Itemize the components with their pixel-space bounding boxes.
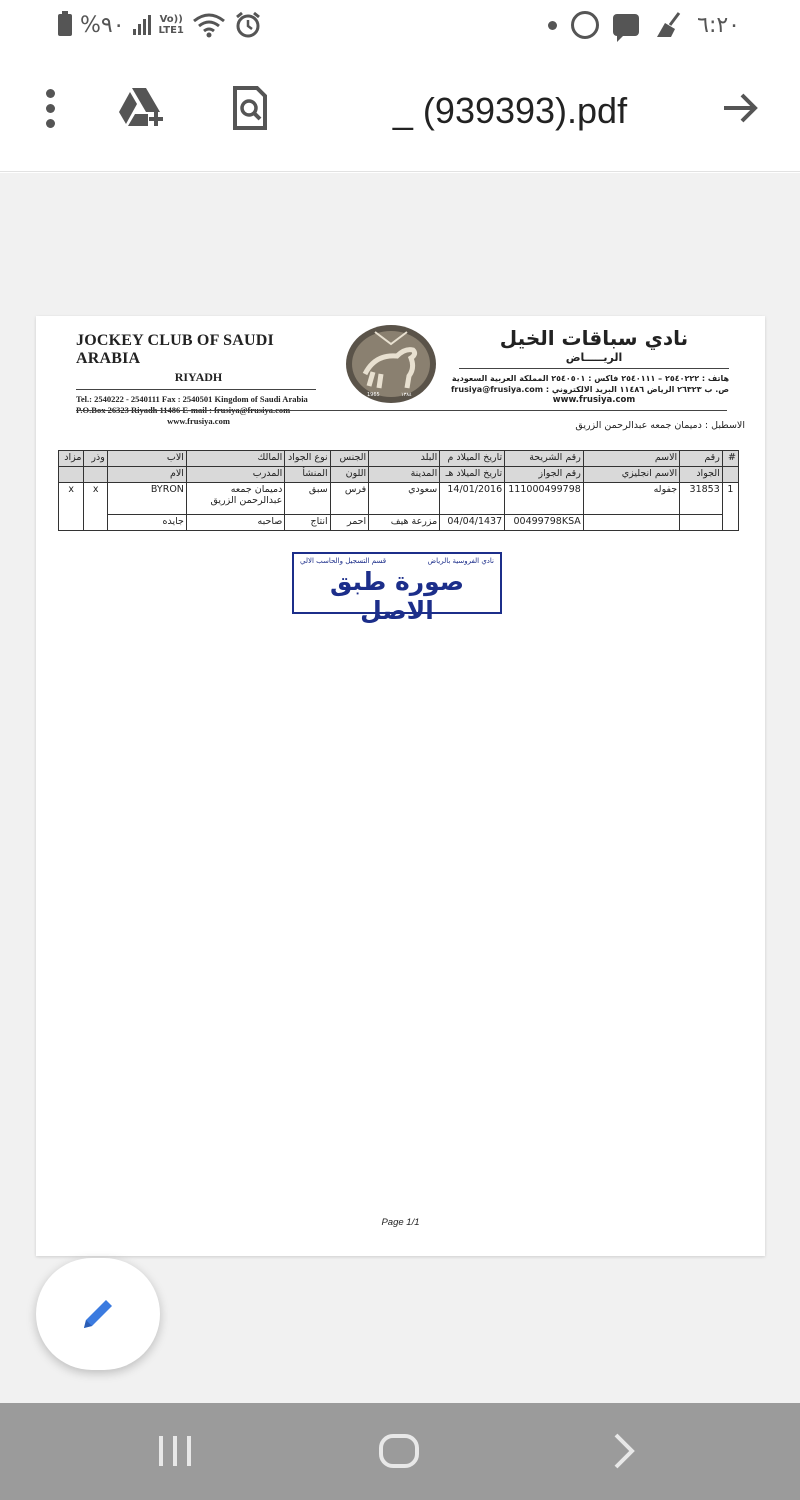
header-cell [722, 467, 738, 483]
club-emblem-icon [345, 324, 437, 404]
lte-icon [159, 14, 184, 36]
header-cell: الجنس [330, 451, 369, 467]
letterhead-divider [76, 410, 727, 411]
status-bar [0, 0, 800, 52]
system-nav-bar [0, 1403, 800, 1500]
pdf-page [36, 316, 765, 1256]
letterhead-english [76, 332, 321, 426]
header-cell: اللون [330, 467, 369, 483]
letterhead-ar-city: الريـــــاض [565, 351, 623, 364]
back-icon[interactable] [604, 1431, 644, 1471]
home-icon[interactable] [376, 1431, 422, 1471]
letterhead-ar-rule [459, 368, 729, 369]
stamp-top-left: قسم التسجيل والحاسب الالي [300, 557, 387, 565]
table-cell [583, 515, 679, 531]
table-cell: 31853 [680, 483, 723, 515]
header-cell: رقم الجواز [505, 467, 584, 483]
table-cell: جايده [107, 515, 186, 531]
stamp-header [294, 554, 500, 565]
header-cell: المدرب [186, 467, 284, 483]
header-cell: رقم الشريحة [505, 451, 584, 467]
message-icon [613, 14, 639, 36]
table-cell: 04/04/1437 [440, 515, 505, 531]
table-row [59, 483, 739, 515]
table-cell: x [59, 483, 84, 531]
letterhead-ar-contact-2: ص. ب ٢٦٣٢٣ الرياض ١١٤٨٦ البريد الالكتروني : frusiya@frusiya.com [450, 385, 729, 394]
header-cell: وذر [84, 451, 107, 467]
letterhead-ar-web: www.frusiya.com [552, 395, 636, 405]
lte-label-top: Vo)) [159, 14, 183, 25]
table-cell: BYRON [107, 483, 186, 515]
header-cell: الاسم انجليزي [583, 467, 679, 483]
owner-line-1: دميمان جمعه [230, 484, 283, 495]
header-cell: المالك [186, 451, 284, 467]
table-cell: انتاج [285, 515, 330, 531]
letterhead-en-city: RIYADH [174, 370, 223, 384]
lte-label-bottom: LTE1 [158, 25, 184, 36]
table-header-row [59, 451, 739, 467]
add-to-drive-icon[interactable] [112, 80, 172, 136]
whatsapp-icon [571, 11, 599, 39]
table-cell: 00499798KSA [505, 515, 584, 531]
table-cell: فرس [330, 483, 369, 515]
broom-icon [653, 11, 683, 39]
letterhead-en-title: JOCKEY CLUB OF SAUDI ARABIA [76, 332, 274, 367]
header-cell: نوع الجواد [285, 451, 330, 467]
header-cell [84, 467, 107, 483]
header-cell: تاريخ الميلاد هـ [440, 467, 505, 483]
table-cell: جفوله [583, 483, 679, 515]
letterhead-arabic [450, 326, 729, 405]
horse-table [58, 450, 739, 531]
table-cell: x [84, 483, 107, 531]
pencil-icon [76, 1292, 120, 1336]
table-cell [186, 483, 284, 515]
battery-text: %٩٠ [80, 12, 125, 38]
edit-button[interactable] [36, 1258, 160, 1370]
page-number: Page 1/1 [381, 1217, 420, 1228]
header-cell: # [722, 451, 738, 467]
signal-icon [133, 15, 151, 35]
letterhead-en-web: www.frusiya.com [167, 416, 230, 426]
certified-copy-stamp [292, 552, 502, 625]
owner-line-2: عبدالرحمن الزريق [210, 495, 283, 506]
header-cell: تاريخ الميلاد م [440, 451, 505, 467]
header-cell: الجواد [680, 467, 723, 483]
table-cell: 1 [722, 483, 738, 531]
app-toolbar [0, 52, 800, 172]
table-cell: 111000499798 [505, 483, 584, 515]
letterhead-en-rule [76, 389, 316, 390]
header-cell: المنشأ [285, 467, 330, 483]
letterhead-en-contact-1: Tel.: 2540222 - 2540111 Fax : 2540501 Kingdom of Saudi Arabia [76, 394, 308, 404]
table-cell: سعودي [369, 483, 440, 515]
table-cell: 14/01/2016 [440, 483, 505, 515]
status-right [548, 10, 740, 40]
stamp-main-text: صورة طبق الاصل [330, 567, 464, 625]
header-cell: المدينة [369, 467, 440, 483]
header-cell [59, 467, 84, 483]
letterhead-ar-title: نادي سباقات الخيل [499, 326, 689, 350]
status-time: ٦:٢٠ [697, 12, 740, 38]
battery-icon [58, 14, 72, 36]
table-cell: صاحبه [186, 515, 284, 531]
stamp-top-right: نادي الفروسية بالرياض [427, 557, 494, 565]
emblem-year-left: 1965 [367, 392, 380, 398]
wifi-icon [192, 12, 226, 38]
header-cell: البلد [369, 451, 440, 467]
document-title: _ (939393).pdf [392, 90, 628, 131]
emblem-year-right: ١٣٨٤ [401, 392, 412, 398]
header-cell: مزاد [59, 451, 84, 467]
more-options-icon[interactable] [30, 80, 70, 136]
alarm-icon [234, 11, 262, 39]
header-cell: الاسم [583, 451, 679, 467]
pdf-viewer[interactable] [0, 173, 800, 1403]
stable-line: الاسطبل : دميمان جمعه عبدالرحمن الزريق [575, 420, 745, 431]
notification-dot-icon [548, 21, 557, 30]
table-cell: احمر [330, 515, 369, 531]
header-cell: رقم [680, 451, 723, 467]
letterhead-en-contact-2: P.O.Box 26323 Riyadh 11486 E-mail : frusiya@frusiya.com [76, 405, 291, 415]
table-cell: مزرعة هيف [369, 515, 440, 531]
table-header-row [59, 467, 739, 483]
status-left [58, 10, 262, 40]
forward-arrow-icon[interactable] [712, 80, 768, 136]
table-cell: سبق [285, 483, 330, 515]
header-cell: الام [107, 467, 186, 483]
header-cell: الاب [107, 451, 186, 467]
recent-apps-icon[interactable] [150, 1431, 200, 1471]
table-row [59, 515, 739, 531]
find-in-document-icon[interactable] [222, 80, 278, 136]
letterhead-ar-contact-1: هاتف : ٢٥٤٠٢٢٢ – ٢٥٤٠١١١ فاكس : ٢٥٤٠٥٠١ المملكة العربية السعودية [451, 374, 729, 383]
table-cell [680, 515, 723, 531]
